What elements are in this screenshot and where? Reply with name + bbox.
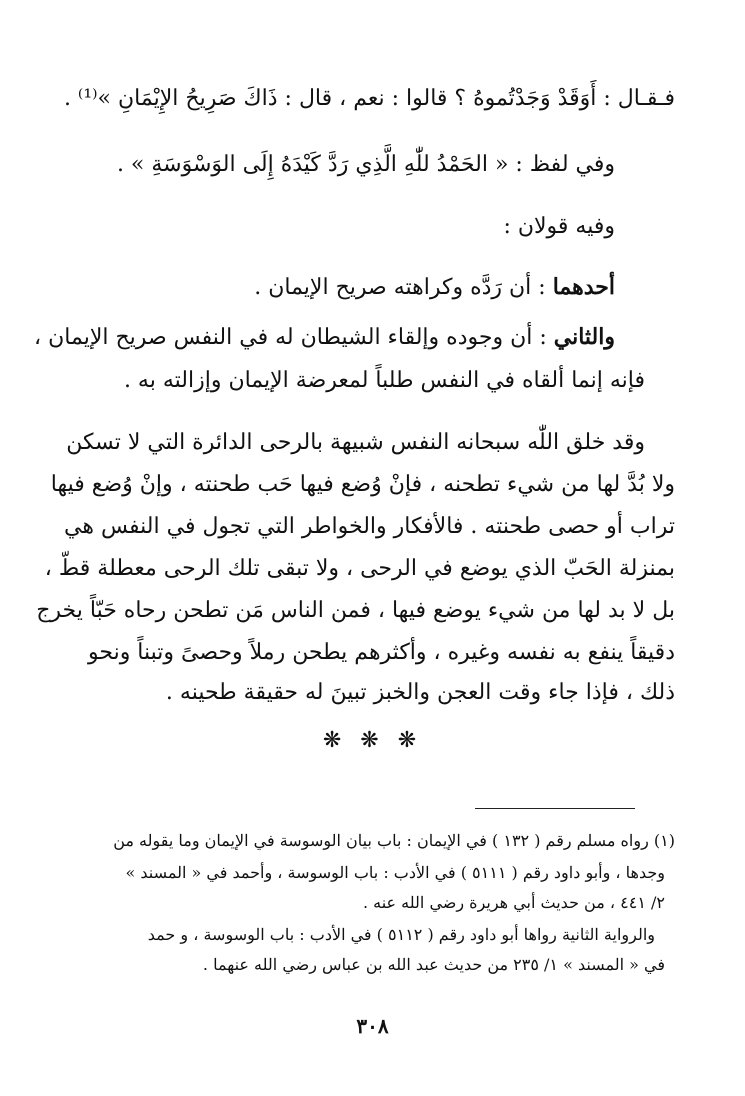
- footnote-rule: [475, 808, 635, 809]
- footnote-line: والرواية الثانية رواها أبو داود رقم ( ٥١١٢ ) في الأدب : باب الوسوسة ، و حمد: [147, 925, 655, 944]
- paragraph-line: بمنزلة الحَبّ الذي يوضع في الرحى ، ولا تبقى تلك الرحى معطلة قطّ ،: [44, 556, 675, 581]
- first-opinion-label: أحدهما: [552, 274, 615, 300]
- paragraph-line: ذلك ، فإذا جاء وقت العجن والخبز تبينَ له حقيقة طحينه .: [165, 680, 675, 705]
- paragraph-line: تراب أو حصى طحنته . فالأفكار والخواطر التي تجول في النفس هي: [64, 514, 675, 539]
- footnote-line: (١) رواه مسلم رقم ( ١٣٢ ) في الإيمان : باب بيان الوسوسة في الإيمان وما يقوله من: [113, 831, 675, 850]
- paragraph-line: بل لا بد لها من شيء يوضع فيها ، فمن الناس مَن تطحن رحاه حَبّاً يخرج: [36, 598, 675, 623]
- text-line-4: [55, 272, 615, 303]
- text-line-3: وفيه قولان :: [503, 214, 615, 239]
- text-line-6: فإنه إنما ألقاه في النفس طلباً لمعرضة الإيمان وإزالته به .: [123, 368, 645, 393]
- second-opinion-label: والثاني: [553, 324, 615, 350]
- text-line-5: [34, 322, 615, 353]
- text-line-2: وفي لفظ : « الحَمْدُ للّٰهِ الَّذِي رَدَّ كَيْدَهُ إِلَى الوَسْوَسَةِ » .: [116, 152, 615, 177]
- text-line-1: فـقـال : أَوَقَدْ وَجَدْتُموهُ ؟ قالوا : نعم ، قال : ذَاكَ صَرِيحُ الإِيْمَانِ »⁽¹⁾ .: [63, 86, 675, 111]
- page-number: ٣٠٨: [356, 1014, 389, 1038]
- first-opinion-text: : أن رَدَّه وكراهته صريح الإيمان .: [254, 275, 553, 300]
- paragraph-line: ولا بُدَّ لها من شيء تطحنه ، فإنْ وُضع فيها حَب طحنته ، وإنْ وُضع فيها: [50, 472, 675, 497]
- footnote-line: ٢/ ٤٤١ ، من حديث أبي هريرة رضي الله عنه .: [362, 893, 665, 912]
- footnote-line: في « المسند » ١/ ٢٣٥ من حديث عبد الله بن عباس رضي الله عنهما .: [202, 955, 665, 974]
- section-separator: ❋ ❋ ❋: [322, 728, 423, 753]
- footnote-line: وجدها ، وأبو داود رقم ( ٥١١١ ) في الأدب : باب الوسوسة ، وأحمد في « المسند »: [125, 863, 665, 882]
- paragraph-line: وقد خلق اللّٰه سبحانه النفس شبيهة بالرحى الدائرة التي لا تسكن: [66, 430, 645, 455]
- second-opinion-text: : أن وجوده وإلقاء الشيطان له في النفس صريح الإيمان ،: [34, 325, 554, 350]
- paragraph-line: دقيقاً ينفع به نفسه وغيره ، وأكثرهم يطحن رملاً وحصىً وتبناً ونحو: [88, 640, 675, 665]
